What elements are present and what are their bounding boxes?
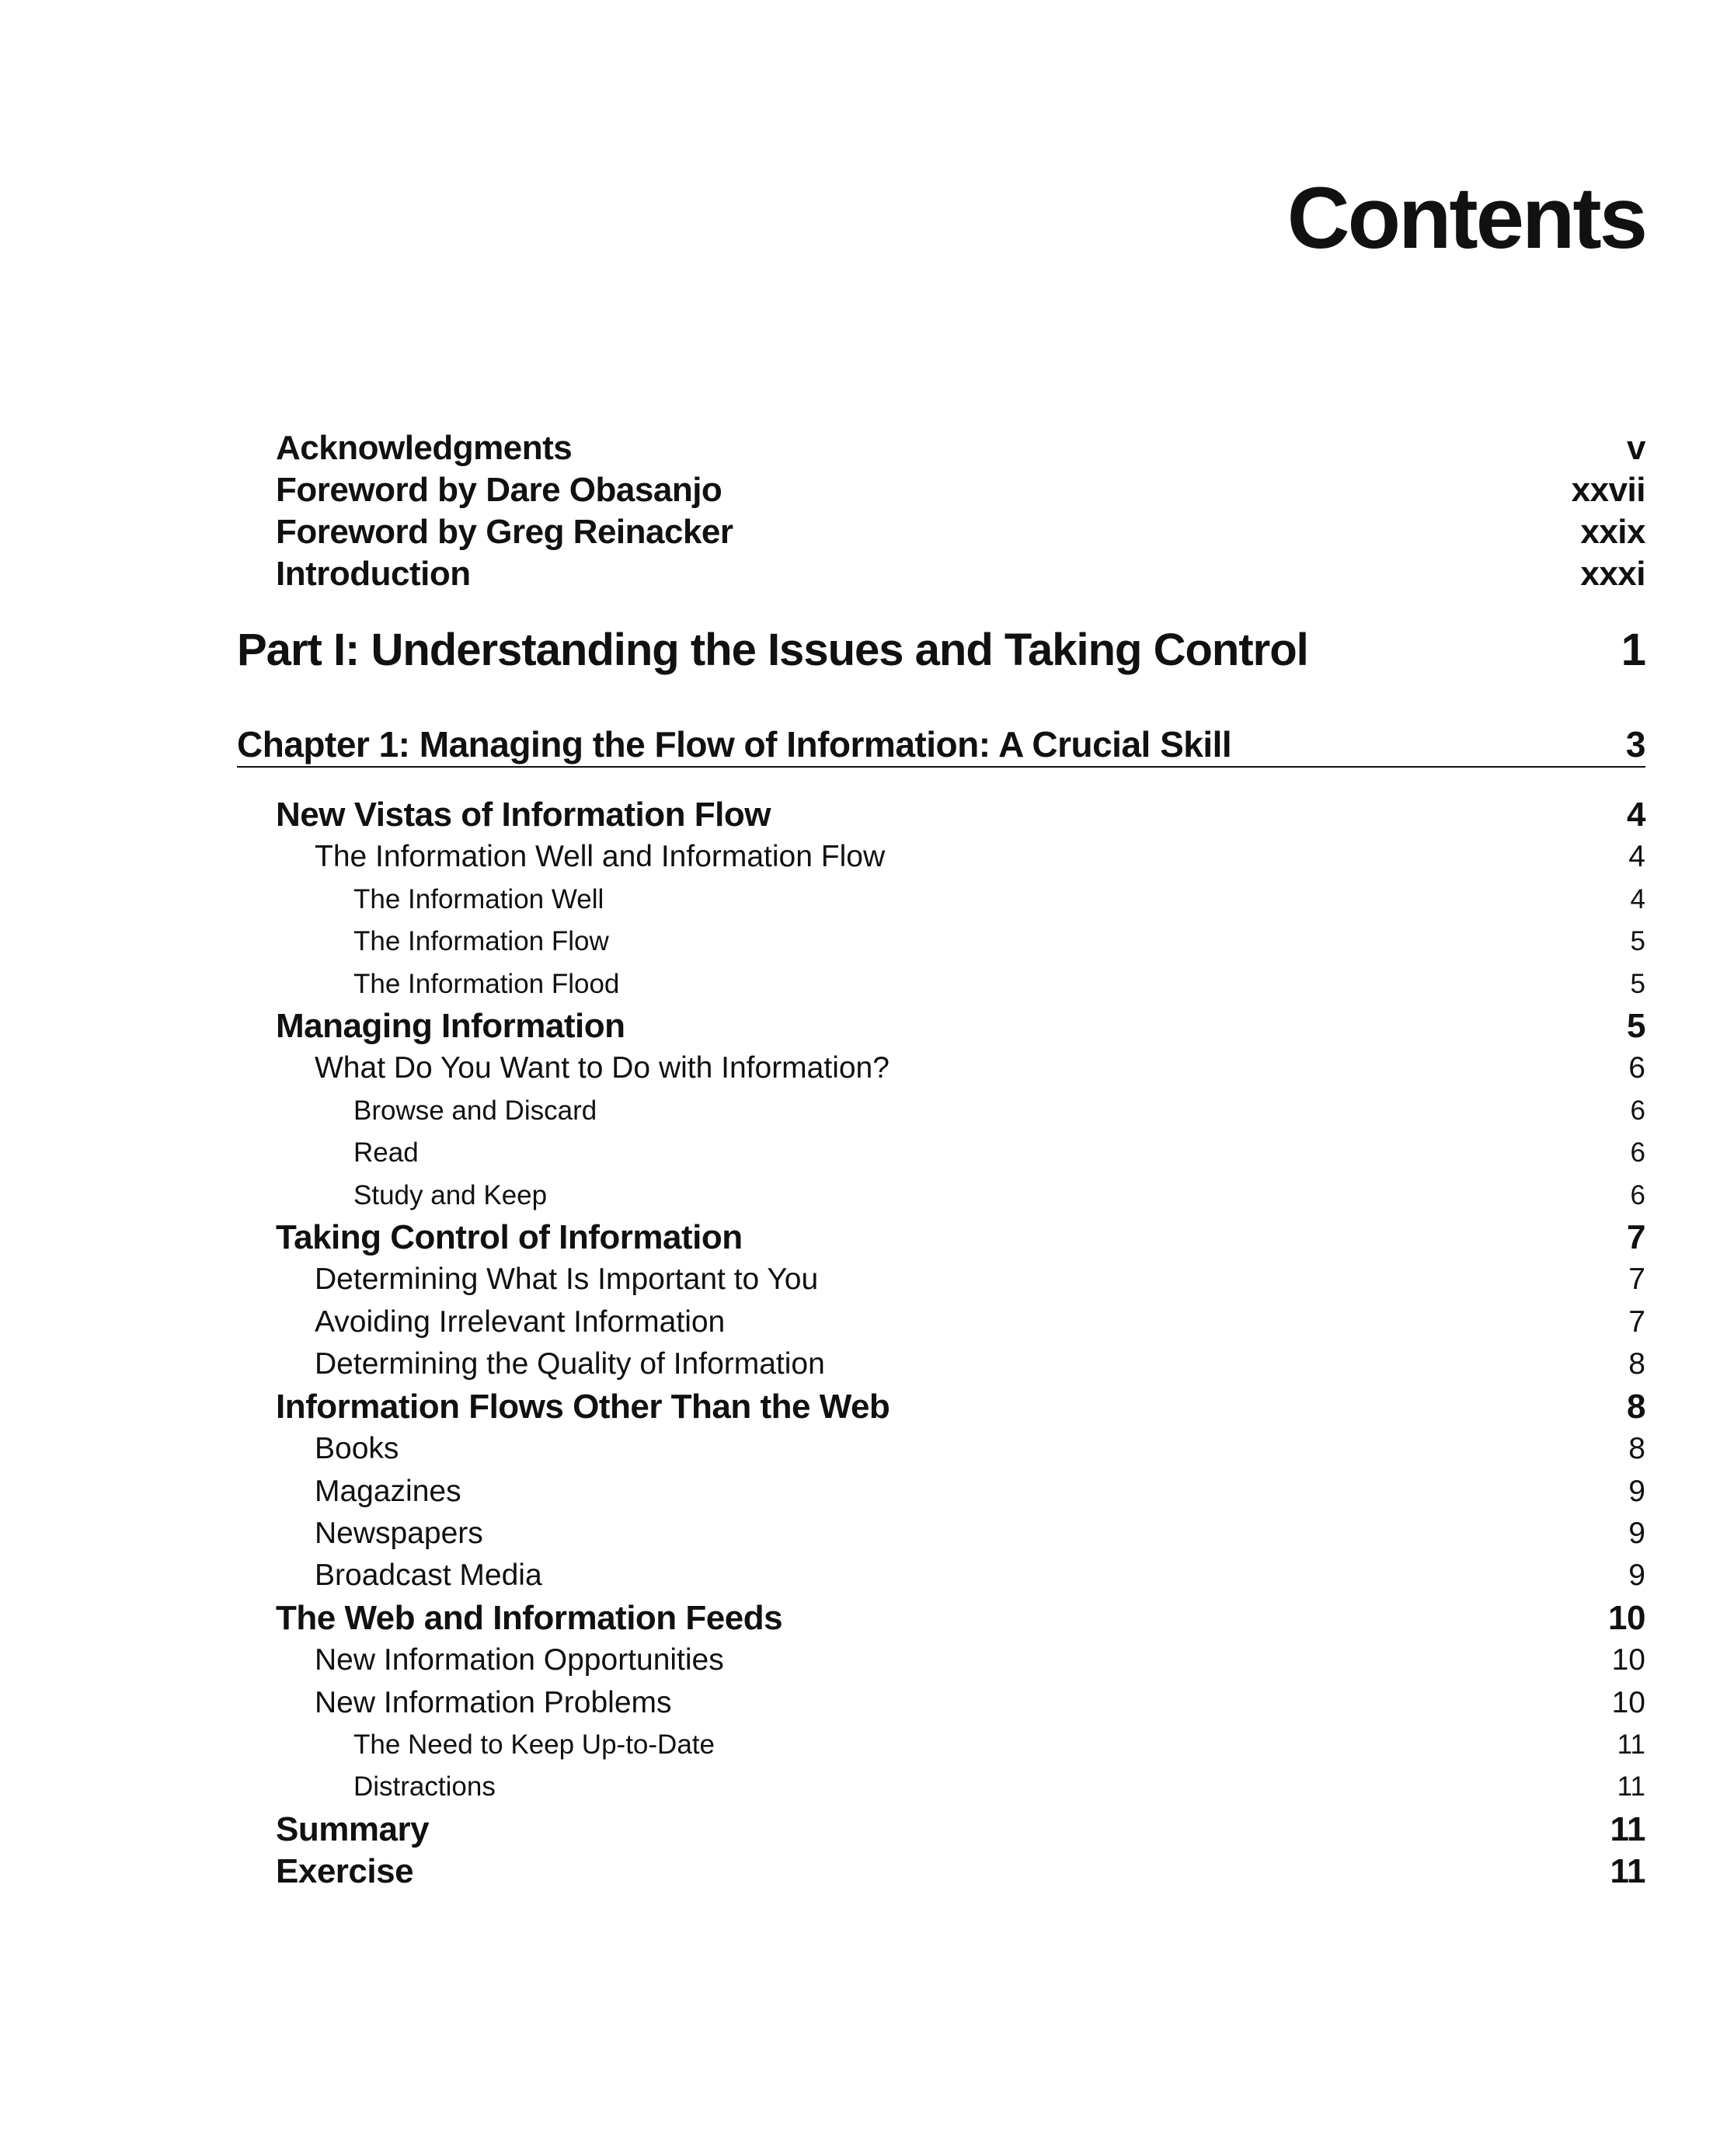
toc-entry-title: What Do You Want to Do with Information? — [315, 1051, 890, 1085]
toc-entry-title: The Information Flow — [353, 926, 609, 957]
toc-entry-title: Study and Keep — [353, 1179, 548, 1210]
toc-entry-title: Broadcast Media — [315, 1559, 542, 1593]
toc-entry-acknowledgments[interactable] — [237, 427, 1645, 469]
table-of-contents — [237, 427, 1645, 1893]
toc-entry-title: The Information Well and Information Flow — [315, 840, 886, 874]
toc-subsection[interactable] — [237, 1471, 1645, 1513]
toc-entry-title: New Information Problems — [315, 1685, 672, 1719]
toc-subsubsection[interactable] — [237, 963, 1645, 1005]
toc-subsection[interactable] — [237, 1259, 1645, 1301]
toc-entry-title: Taking Control of Information — [276, 1218, 743, 1257]
toc-subsubsection[interactable] — [237, 1132, 1645, 1174]
toc-entry-title: New Information Opportunities — [315, 1643, 724, 1677]
toc-entry-title: Exercise — [276, 1852, 414, 1891]
toc-entry-page: 11 — [1610, 1852, 1645, 1891]
toc-entry-page: 9 — [1628, 1559, 1645, 1593]
toc-entry-title: The Web and Information Feeds — [276, 1598, 783, 1637]
toc-entry-page: 8 — [1627, 1387, 1645, 1426]
toc-entry-page: 11 — [1617, 1771, 1645, 1802]
toc-entry-title: Foreword by Greg Reinacker — [276, 513, 733, 551]
toc-entry-page: 8 — [1628, 1347, 1645, 1381]
toc-entry-page: 6 — [1628, 1051, 1645, 1085]
page-title: Contents — [1287, 169, 1645, 266]
toc-entry-title: Avoiding Irrelevant Information — [315, 1304, 726, 1339]
toc-section[interactable] — [237, 1597, 1645, 1639]
toc-subsubsection[interactable] — [237, 879, 1645, 921]
toc-entry-title: Managing Information — [276, 1007, 625, 1046]
toc-subsubsection[interactable] — [237, 1724, 1645, 1766]
toc-subsubsection[interactable] — [237, 1766, 1645, 1808]
toc-subsection[interactable] — [237, 1428, 1645, 1470]
toc-section[interactable] — [237, 1005, 1645, 1047]
toc-entry-page: 10 — [1608, 1598, 1645, 1637]
toc-entry-page: xxxi — [1580, 555, 1645, 593]
toc-subsection[interactable] — [237, 1555, 1645, 1597]
toc-entry-page: 7 — [1628, 1304, 1645, 1339]
toc-entry-title: Acknowledgments — [276, 429, 573, 467]
toc-chapter-heading[interactable] — [237, 723, 1645, 768]
toc-entry-page: v — [1627, 429, 1645, 467]
toc-entry-title: Distractions — [353, 1771, 496, 1802]
toc-entry-page: 5 — [1630, 926, 1645, 957]
toc-entry-page: 4 — [1627, 796, 1645, 834]
toc-entry-page: 8 — [1628, 1432, 1645, 1466]
toc-entry-title: Newspapers — [315, 1516, 483, 1550]
part-title: Part I: Understanding the Issues and Taking Control — [237, 625, 1308, 675]
toc-subsubsection[interactable] — [237, 1175, 1645, 1217]
toc-section[interactable] — [237, 1217, 1645, 1259]
toc-entry-title: Summary — [276, 1809, 430, 1848]
toc-entry-page: 5 — [1627, 1007, 1645, 1046]
toc-subsubsection[interactable] — [237, 921, 1645, 963]
toc-entry-introduction[interactable] — [237, 553, 1645, 595]
toc-subsection[interactable] — [237, 1047, 1645, 1089]
toc-subsection[interactable] — [237, 1343, 1645, 1385]
toc-entry-title: Magazines — [315, 1474, 461, 1508]
toc-subsection[interactable] — [237, 1513, 1645, 1555]
chapter-sections — [237, 794, 1645, 1893]
toc-entry-page: 6 — [1630, 1095, 1645, 1126]
front-matter-list — [237, 427, 1645, 595]
toc-section[interactable] — [237, 1809, 1645, 1851]
toc-entry-title: Browse and Discard — [353, 1095, 597, 1126]
toc-entry-page: 5 — [1630, 968, 1645, 999]
toc-entry-title: Foreword by Dare Obasanjo — [276, 471, 722, 509]
toc-section[interactable] — [237, 1851, 1645, 1893]
toc-entry-title: Determining the Quality of Information — [315, 1347, 825, 1381]
toc-entry-page: 4 — [1630, 883, 1645, 914]
toc-entry-title: Information Flows Other Than the Web — [276, 1387, 890, 1426]
toc-entry-title: The Need to Keep Up-to-Date — [353, 1729, 715, 1760]
toc-entry-page: 7 — [1628, 1263, 1645, 1297]
toc-entry-title: The Information Well — [353, 883, 604, 914]
toc-entry-title: The Information Flood — [353, 968, 620, 999]
toc-entry-page: 9 — [1628, 1516, 1645, 1550]
toc-section[interactable] — [237, 794, 1645, 836]
toc-entry-page: 6 — [1630, 1137, 1645, 1169]
toc-entry-page: xxvii — [1571, 471, 1645, 509]
toc-entry-page: 4 — [1628, 840, 1645, 874]
toc-subsection[interactable] — [237, 1639, 1645, 1681]
toc-entry-foreword-reinacker[interactable] — [237, 511, 1645, 553]
toc-entry-title: New Vistas of Information Flow — [276, 796, 771, 834]
toc-section[interactable] — [237, 1386, 1645, 1428]
toc-entry-foreword-obasanjo[interactable] — [237, 469, 1645, 511]
toc-subsection[interactable] — [237, 1301, 1645, 1343]
toc-entry-title: Introduction — [276, 555, 471, 593]
toc-entry-page: 11 — [1610, 1809, 1645, 1848]
toc-part-heading[interactable] — [237, 623, 1645, 677]
toc-entry-page: xxix — [1580, 513, 1645, 551]
toc-subsection[interactable] — [237, 836, 1645, 878]
toc-entry-title: Books — [315, 1432, 399, 1466]
toc-entry-title: Read — [353, 1137, 419, 1169]
toc-subsection[interactable] — [237, 1682, 1645, 1724]
part-page: 1 — [1621, 625, 1645, 675]
toc-entry-page: 10 — [1611, 1685, 1645, 1719]
toc-entry-page: 6 — [1630, 1179, 1645, 1210]
toc-entry-page: 7 — [1627, 1218, 1645, 1257]
toc-entry-page: 11 — [1617, 1729, 1645, 1760]
toc-subsubsection[interactable] — [237, 1090, 1645, 1132]
chapter-title: Chapter 1: Managing the Flow of Information: A Crucial Skill — [237, 724, 1232, 765]
toc-entry-page: 9 — [1628, 1474, 1645, 1508]
toc-entry-page: 10 — [1611, 1643, 1645, 1677]
chapter-page: 3 — [1625, 724, 1645, 765]
toc-entry-title: Determining What Is Important to You — [315, 1263, 819, 1297]
